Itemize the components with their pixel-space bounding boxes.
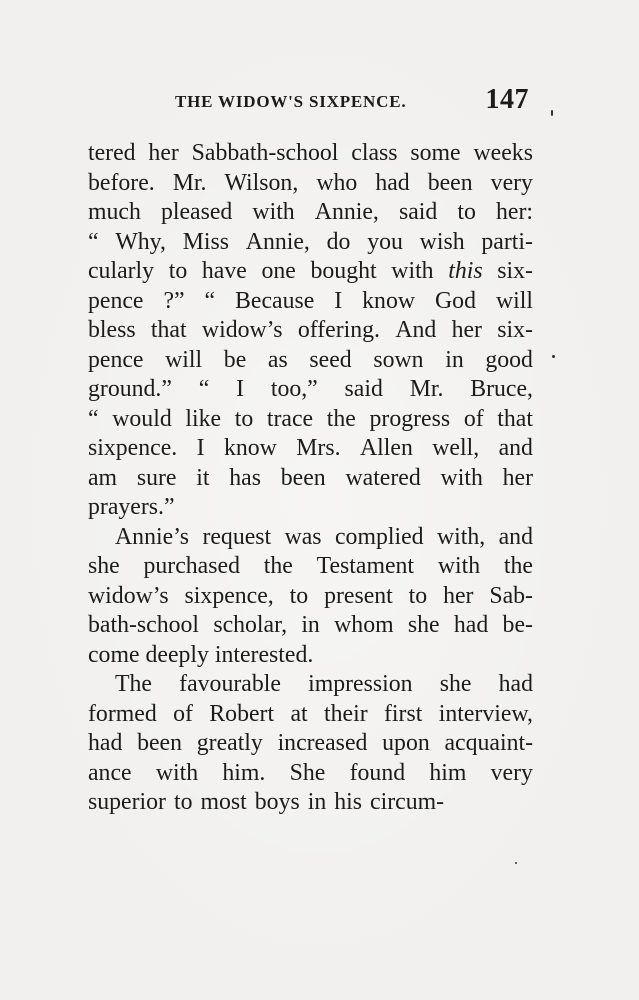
text-line: much pleased with Annie, said to her: <box>88 199 533 225</box>
ink-speck <box>515 862 517 864</box>
text-line: “ Why, Miss Annie, do you wish parti- <box>88 228 533 255</box>
text-line: bath-school scholar, in whom she had be- <box>88 612 533 638</box>
text-line: The favourable impression she had <box>115 671 533 697</box>
text-line: ance with him. She found him very <box>88 759 533 786</box>
running-head: THE WIDOW'S SIXPENCE. <box>175 92 407 111</box>
ink-speck <box>552 355 555 358</box>
body-text <box>88 139 533 818</box>
text-line: am sure it has been watered with her <box>88 464 533 491</box>
ink-speck <box>551 110 553 116</box>
text-line: superior to most boys in his circum- <box>88 789 445 815</box>
text-line: she purchased the Testament with the <box>88 553 533 579</box>
text-line: pence ?” “ Because I know God will <box>88 287 533 314</box>
page-number: 147 <box>485 84 529 115</box>
text-line: bless that widow’s offering. And her six- <box>88 317 533 343</box>
text-line: pence will be as seed sown in good <box>88 346 533 373</box>
text-line: prayers.” <box>88 494 175 520</box>
text-line: tered her Sabbath-school class some weeks <box>88 140 533 166</box>
text-line: formed of Robert at their first interview, <box>88 700 533 727</box>
page-header <box>175 84 535 124</box>
text-line: “ would like to trace the progress of that <box>88 405 533 432</box>
text-line: cularly to have one bought with this six- <box>88 258 533 284</box>
text-line: come deeply interested. <box>88 641 314 668</box>
text-line: sixpence. I know Mrs. Allen well, and <box>88 435 533 461</box>
text-line: had been greatly increased upon acquaint- <box>88 730 533 756</box>
text-line: before. Mr. Wilson, who had been very <box>88 169 533 196</box>
text-line: ground.” “ I too,” said Mr. Bruce, <box>88 376 533 402</box>
text-line: Annie’s request was complied with, and <box>115 523 533 550</box>
text-line: widow’s sixpence, to present to her Sab- <box>88 582 533 609</box>
